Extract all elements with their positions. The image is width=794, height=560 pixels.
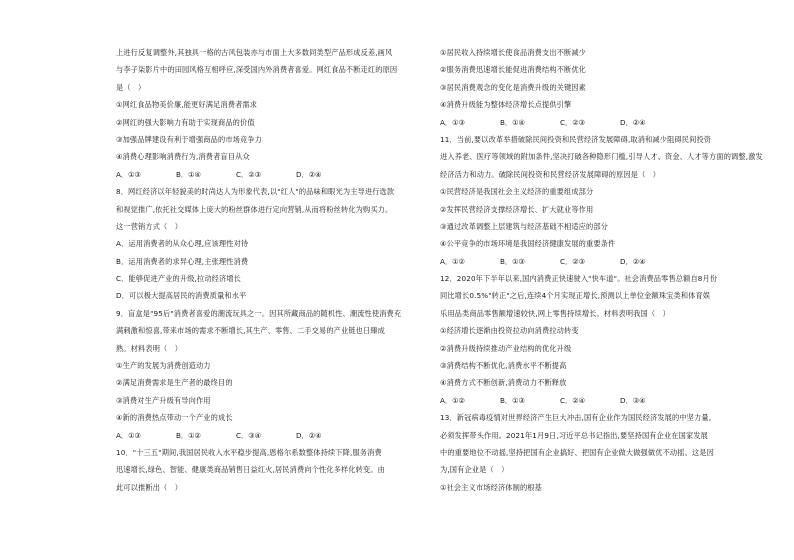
left-column xyxy=(116,44,466,496)
text-line: 必须发挥带头作用。2021年1月9日,习近平总书记指出,要坚持国有企业在国家发展 xyxy=(440,430,709,440)
text-line: ②消费升级持续推动产业结构的优化升级 xyxy=(440,343,572,353)
text-line: ①经济增长逐渐由投资拉动向消费拉动转变 xyxy=(440,326,579,336)
text-line: ④新的消费热点带动一个产业的成长 xyxy=(116,413,233,423)
option-a: A．①② xyxy=(440,256,465,266)
option-d: D．②④ xyxy=(620,117,646,127)
text-line: B．运用消费者的求异心理,主张理性消费 xyxy=(116,256,249,266)
text-line: 进入养老、医疗等领域的附加条件,坚决打破各种隐形门槛,引导人才、资金、人才等方面的调整,激发 xyxy=(440,152,763,162)
text-line: 熟。材料表明（ ） xyxy=(116,343,183,353)
text-line: ③消费结构不断优化,消费水平不断提高 xyxy=(440,361,567,371)
option-b: B．①② xyxy=(176,430,202,440)
text-line: ①民营经济是我国社会主义经济的重要组成部分 xyxy=(440,187,594,197)
answer-options xyxy=(116,166,466,183)
text-line: 与李子柒影片中的田园风格互相呼应,深受国内外消费者喜爱。网红食品不断走红的原因 xyxy=(116,65,398,75)
option-a: A．①③ xyxy=(116,169,141,179)
text-line: ②发挥民营经济支撑经济增长、扩大就业等作用 xyxy=(440,204,594,214)
option-c: C．②③ xyxy=(236,169,262,179)
text-line: ④消费方式不断创新,消费动力不断释放 xyxy=(440,378,567,388)
option-d: D．②④ xyxy=(296,169,322,179)
option-b: B．①③ xyxy=(500,256,526,266)
text-line: D．可以极大提高居民的消费质量和水平 xyxy=(116,291,247,301)
right-column xyxy=(440,44,790,496)
text-line: 经济活力和动力。破除民间投资和民营经济发展障碍的原因是（ ） xyxy=(440,169,661,179)
text-line: ②网红的强大影响力有助于实现商品的价值 xyxy=(116,117,255,127)
text-line: 8．网红经济以年轻貌美的时尚达人为形象代表,以"红人"的品味和眼光为主导进行选款 xyxy=(116,187,395,197)
option-d: D．②④ xyxy=(296,430,322,440)
text-line: 是（ ） xyxy=(116,82,146,92)
text-line: 和视觉推广,依托社交媒体上庞大的粉丝群体进行定向营销,从而将粉丝转化为购买力。 xyxy=(116,204,393,214)
text-line: 满刺激和惊喜,带来市场的需求不断增长,其生产、零售、二手交易的产业链也日臻成 xyxy=(116,326,386,336)
text-line: 迅速增长,绿色、智能、健康类商品销售日益红火,居民消费向个性化多样化转变。由 xyxy=(116,465,386,475)
answer-options xyxy=(440,253,790,270)
answer-options xyxy=(440,392,790,409)
option-a: A．①② xyxy=(440,395,465,405)
text-line: ③加强品牌建设有利于增强商品的市场竞争力 xyxy=(116,134,263,144)
option-c: C．②③ xyxy=(560,256,586,266)
text-line: 此可以推断出（ ） xyxy=(116,482,183,492)
text-line: ③通过改革调整上层建筑与经济基础不相适应的部分 xyxy=(440,221,609,231)
option-b: B．①④ xyxy=(500,117,526,127)
text-line: ①社会主义市场经济体制的根基 xyxy=(440,482,542,492)
option-b: B．①④ xyxy=(176,169,202,179)
text-line: 11．当前,要以改革举措破除民间投资和民营经济发展障碍,取消和减少阻碍民间投资 xyxy=(440,134,712,144)
text-line: ③消费对生产升级有导向作用 xyxy=(116,395,211,405)
text-line: 12．2020年下半年以来,国内消费正快速驶入"快车道"。社会消费品零售总额自8月份 xyxy=(440,274,718,284)
text-line: 这一营销方式（ ） xyxy=(116,221,183,231)
answer-options xyxy=(116,427,466,444)
text-line: ②满足消费需求是生产者的最终目的 xyxy=(116,378,233,388)
text-line: 中的重要地位不动摇,坚持把国有企业搞好、把国有企业做大做强做优不动摇。这是因 xyxy=(440,447,714,457)
text-line: ③居民消费观念的变化是消费升级的关键因素 xyxy=(440,82,587,92)
text-line: C．能够促进产业的升级,拉动经济增长 xyxy=(116,274,242,284)
option-c: C．②④ xyxy=(560,395,586,405)
text-line: ④消费升级能为整体经济增长点提供引擎 xyxy=(440,100,572,110)
option-a: A．①③ xyxy=(440,117,465,127)
text-line: 10．"十三五"期间,我国居民收入水平稳步提高,恩格尔系数整体持续下降,服务消费 xyxy=(116,447,382,457)
text-line: ④消费心理影响消费行为,消费者盲目从众 xyxy=(116,152,250,162)
option-d: D．②④ xyxy=(620,256,646,266)
option-c: C．③④ xyxy=(236,430,262,440)
text-line: 乐用品类商品零售额增速较快,网上零售持续增长。材料表明我国（ ） xyxy=(440,308,670,318)
text-line: ①居民收入持续增长使食品消费支出不断减少 xyxy=(440,48,587,57)
text-line: A．运用消费者的从众心理,应该理性对待 xyxy=(116,239,249,249)
text-line: ④公平竞争的市场环境是我国经济健康发展的重要条件 xyxy=(440,239,616,249)
text-line: 9．盲盒是"95后"消费者喜爱的潮流玩具之一。因其所藏商品的随机性、潮流性使消费充 xyxy=(116,308,402,318)
text-line: ①网红食品物美价廉,能更好满足消费者需求 xyxy=(116,100,258,110)
text-line: ①生产的发展为消费创造动力 xyxy=(116,361,211,371)
text-line: 13．新冠病毒疫情对世界经济产生巨大冲击,国有企业作为国民经济发展的中坚力量, xyxy=(440,413,712,423)
option-c: C．②③ xyxy=(560,117,586,127)
option-b: B．①③ xyxy=(500,395,526,405)
text-line: 上进行反复调整外,其独具一格的古风包装亦与市面上大多数同类型产品形成反差,画风 xyxy=(116,48,393,57)
option-d: D．③④ xyxy=(620,395,646,405)
answer-options xyxy=(440,114,790,131)
text-line: ②服务消费迅速增长能促进消费结构不断优化 xyxy=(440,65,587,75)
option-a: A．①③ xyxy=(116,430,141,440)
text-line: 同比增长0.5%"转正"之后,连续4个月实现正增长,预测以上单位金额珠宝类和体育娱 xyxy=(440,291,711,301)
text-line: 为,国有企业是（ ） xyxy=(440,465,509,475)
